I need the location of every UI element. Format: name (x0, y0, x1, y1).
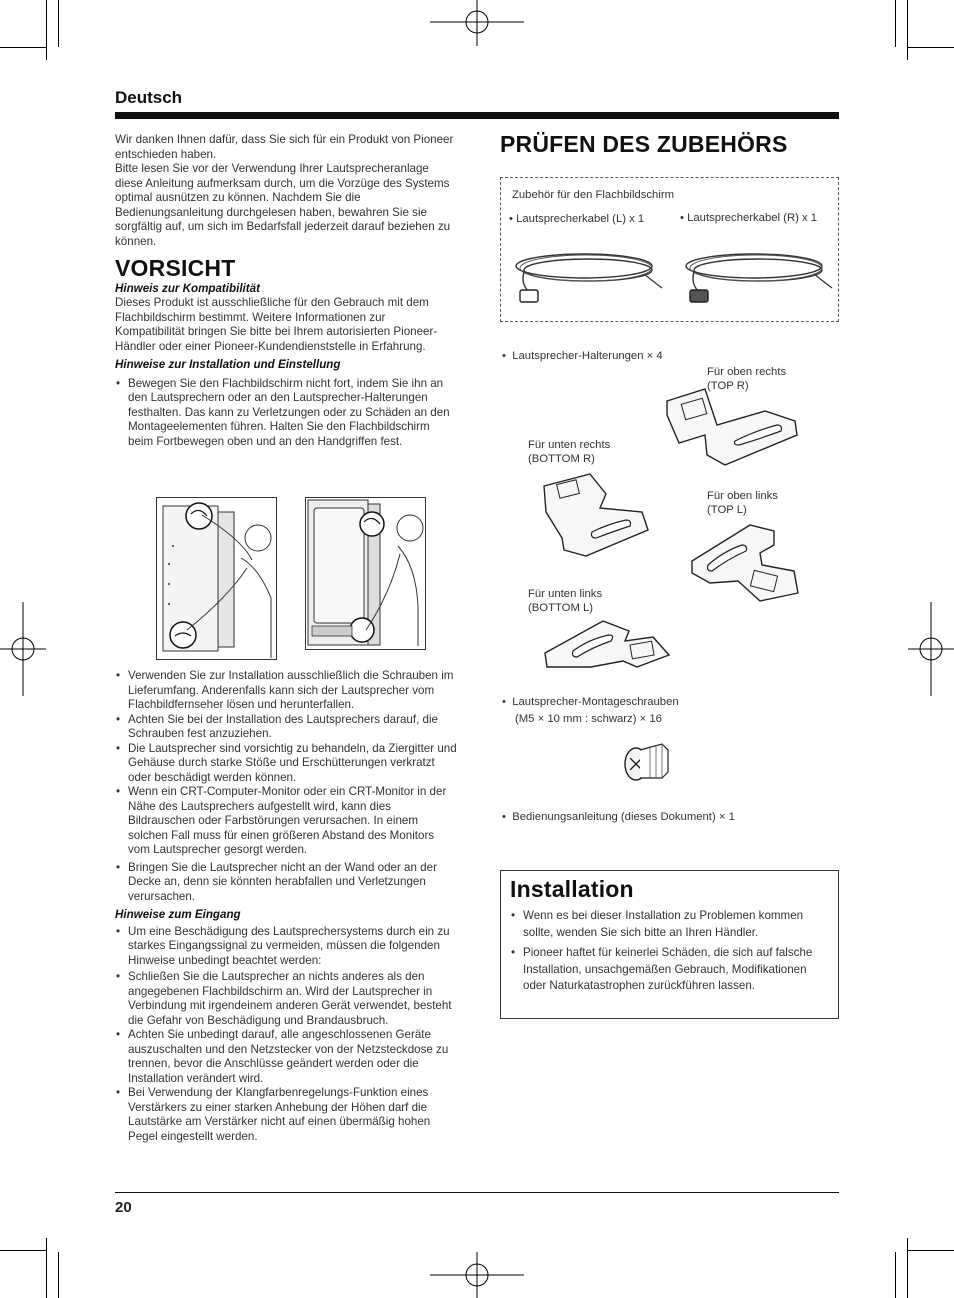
manual-text: Bedienungsanleitung (dieses Dokument) × 1 (512, 811, 735, 823)
list-item: • Achten Sie bei der Installation des Lautsprechers darauf, die Schrauben fest anzuziehen. (115, 713, 457, 742)
registration-mark-top (430, 0, 524, 46)
screws-text-1: Lautsprecher-Montageschrauben (512, 696, 679, 708)
registration-mark-right (908, 602, 954, 696)
list-item: • Pioneer haftet für keinerlei Schäden, die sich auf falsche Installation, unsachgemäßen Gebrauch, Modifikationen oder Naturkatastrophen zurückführen lassen. (510, 945, 832, 995)
carry-illustration-2 (305, 497, 426, 650)
speaker-cable-l-icon (512, 242, 664, 308)
brackets-label: • Lautsprecher-Halterungen × 4 (502, 350, 663, 362)
bottom-r-line-1: Für unten rechts (528, 439, 611, 451)
cable-r-text: Lautsprecherkabel (R) x 1 (687, 212, 818, 224)
list-item: • Schließen Sie die Lautsprecher an nichts anderes als den angegebenen Flachbildschirm an. Wird der Lautsprecher in Verbindung mit irgendeinem anderen Gerät verwendet, besteht die Gefahr von Beschädigung und Brandausbruch. (115, 970, 457, 1028)
list-item: • Wenn es bei dieser Installation zu Problemen kommen sollte, wenden Sie sich bitte an Ihren Händler. (510, 908, 832, 941)
cable-r-label: • Lautsprecherkabel (R) x 1 (680, 212, 818, 224)
box-caption: Zubehör für den Flachbildschirm (512, 189, 674, 201)
list-item: • Bringen Sie die Lautsprecher nicht an der Wand oder an der Decke an, denn sie könnten herabfallen und Verletzungen verursachen. (115, 861, 457, 905)
manual-label: • Bedienungsanleitung (dieses Dokument) × 1 (502, 811, 735, 823)
footer-rule (115, 1192, 839, 1193)
compat-text: Dieses Produkt ist ausschließliche für den Gebrauch mit dem Flachbildschirm bestimmt. Weitere Informationen zur Kompatibilität bringen Sie bitte bei Ihrem autorisierten Pioneer-Händler oder einer Pioneer-Kundendienststelle in Erfahrung. (115, 296, 438, 353)
cable-l-text: Lautsprecherkabel (L) x 1 (516, 213, 645, 225)
input-heading: Hinweise zum Eingang (115, 908, 241, 921)
top-l-line-1: Für oben links (707, 490, 778, 502)
bottom-l-line-2: (BOTTOM L) (528, 602, 594, 614)
input-bullets (115, 925, 457, 1145)
list-item: • Bewegen Sie den Flachbildschirm nicht fort, indem Sie ihn an den Lautsprechern oder an den Lautsprecher-Halterungen festhalten. Das kann zu Verletzungen oder zu Schäden an den Montageelementen führen. Halten Sie den Flachbildschirm beim Fortbewegen oben und an den Handgriffen fest. (115, 377, 457, 450)
compat-heading: Hinweis zur Kompatibilität (115, 281, 260, 295)
intro-paragraph-1: Wir danken Ihnen dafür, dass Sie sich für ein Produkt von Pioneer entschieden haben. (115, 133, 454, 161)
header-rule (115, 112, 839, 119)
carry-illustration-1 (156, 497, 277, 660)
list-item: • Bei Verwendung der Klangfarbenregelungs-Funktion eines Verstärkers zu einer starken Anhebung der Höhen darf die Lautstärke am Verstärker nicht auf einen übermäßig hohen Pegel eingestellt werden. (115, 1086, 457, 1144)
install-bullets-2 (115, 669, 457, 904)
cable-l-label: • Lautsprecherkabel (L) x 1 (509, 213, 645, 225)
brackets-text: Lautsprecher-Halterungen × 4 (512, 350, 663, 362)
screws-label: • Lautsprecher-Montageschrauben (502, 696, 679, 708)
list-item: • Um eine Beschädigung des Lautsprechersystems durch ein zu starkes Eingangssignal zu vermeiden, müssen die folgenden Hinweise unbedingt beachtet werden: (115, 925, 457, 969)
bracket-bottom-l-icon (543, 617, 673, 672)
speaker-cable-r-icon (682, 242, 834, 308)
top-l-label (707, 489, 778, 517)
installation-list-wrap (510, 908, 832, 995)
bracket-top-r-icon (665, 385, 800, 470)
accessories-title: PRÜFEN DES ZUBEHÖRS (500, 131, 788, 157)
installation-bullets (510, 908, 832, 995)
bracket-top-l-icon (690, 521, 802, 603)
bottom-l-line-1: Für unten links (528, 588, 603, 600)
registration-mark-bottom (430, 1252, 524, 1298)
top-r-line-2: (TOP R) (707, 380, 749, 392)
list-item: • Achten Sie unbedingt darauf, alle angeschlossenen Geräte auszuschalten und den Netzstecker von der Netzsteckdose zu trennen, bevor die Anschlüsse geändert werden oder die Installation verändert wird. (115, 1028, 457, 1086)
caution-title: VORSICHT (115, 255, 236, 281)
page-number: 20 (115, 1199, 132, 1216)
bracket-bottom-r-icon (540, 472, 652, 560)
list-item: • Die Lautsprecher sind vorsichtig zu behandeln, da Ziergitter und Gehäuse durch starke Stöße und Erschütterungen verkratzt oder beschädigt werden können. (115, 742, 457, 786)
top-r-line-1: Für oben rechts (707, 366, 787, 378)
registration-mark-left (0, 602, 46, 696)
intro-paragraph-2: Bitte lesen Sie vor der Verwendung Ihrer Lautsprecheranlage diese Anleitung aufmerksam durch, um die Vorzüge des Systems optimal ausnützen zu können. Nachdem Sie die Bedienungsanleitung durchgelesen haben, bewahren Sie sie sorgfältig auf, um sich im Bedarfsfall jederzeit darauf beziehen zu können. (115, 162, 451, 248)
list-item: • Verwenden Sie zur Installation ausschließlich die Schrauben im Lieferumfang. Anderenfalls kann sich der Lautsprecher vom Flachbildfernseher lösen und herunterfallen. (115, 669, 457, 713)
install-bullets-1 (115, 377, 457, 450)
bottom-r-line-2: (BOTTOM R) (528, 453, 595, 465)
installation-title: Installation (510, 876, 634, 902)
screws-spec: (M5 × 10 mm : schwarz) × 16 (515, 713, 662, 725)
screw-icon (620, 738, 670, 784)
install-heading: Hinweise zur Installation und Einstellung (115, 358, 341, 371)
top-l-line-2: (TOP L) (707, 504, 747, 516)
bottom-l-label (528, 587, 602, 615)
language-heading: Deutsch (115, 88, 183, 107)
list-item: • Wenn ein CRT-Computer-Monitor oder ein CRT-Monitor in der Nähe des Lautsprechers aufgestellt wird, kann dies Bildrauschen oder Farbstörungen verursachen. In einem solchen Fall muss für einen größeren Abstand des Monitors vom Lautsprecher gesorgt werden. (115, 785, 457, 858)
bottom-r-label (528, 438, 610, 466)
left-column (115, 133, 457, 449)
left-column-continued (115, 669, 457, 1144)
